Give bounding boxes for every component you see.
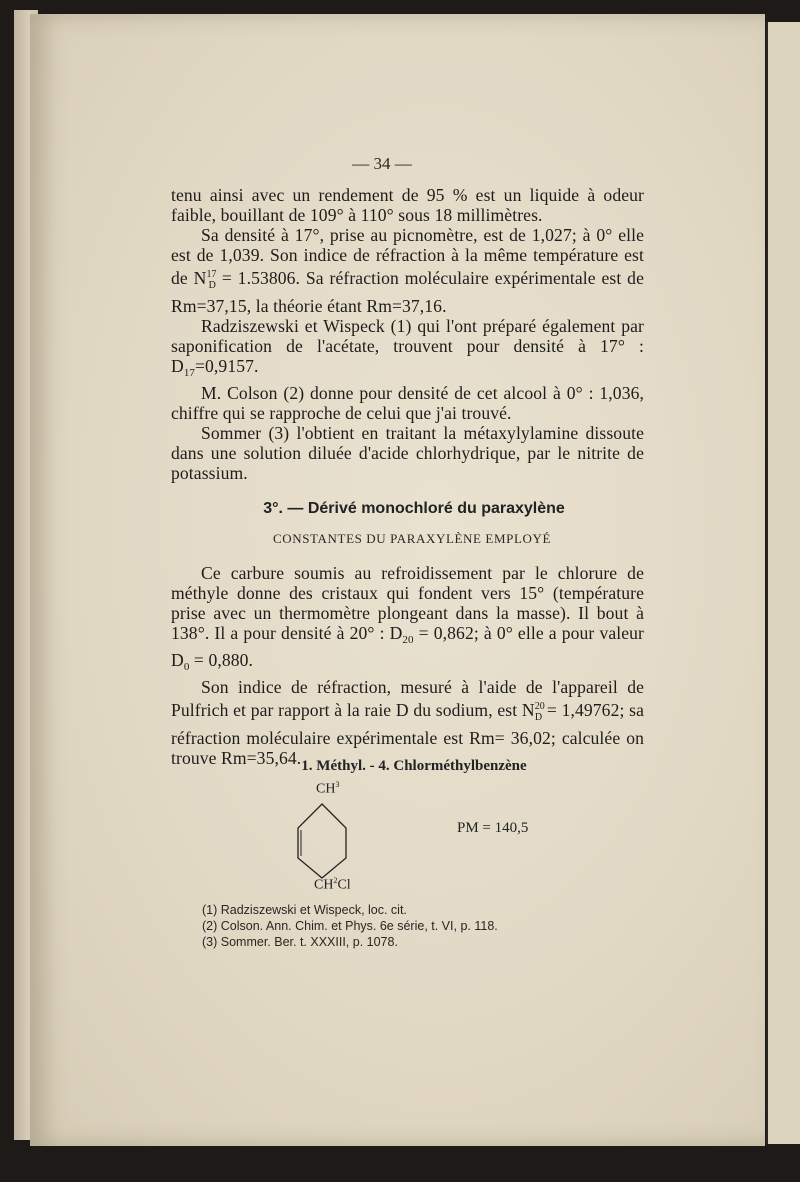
page-number: — 34 — bbox=[352, 154, 412, 173]
paragraph-3: Radziszewski et Wispeck (1) qui l'ont préparé également par saponification de l'acétate, trouvent pour densité à 17° : $D_{17}=0,9157$. bbox=[171, 315, 644, 379]
chloromethyl-group-label: $CH^2Cl$ bbox=[314, 876, 351, 893]
facing-page-edge bbox=[766, 22, 800, 1144]
index-superscript: 17 bbox=[206, 269, 217, 280]
paragraph-7: Son indice de réfraction, mesuré à l'aide de l'appareil de Pulfrich et par rapport à la raie D du sodium, est $N^{20}_D = 1,49762$; sa réfraction moléculaire expérimentale est Rm= 36,02; calculée on trouve Rm=35,64. bbox=[171, 677, 644, 768]
paragraph-5: Sommer (3) l'obtient en traitant la métaxylylamine dissoute dans une solution diluée d'acide chlorhydrique, par le nitrite de potassium. bbox=[171, 422, 644, 483]
index-subscript: D bbox=[208, 279, 216, 291]
methyl-group-label: $CH^3$ bbox=[316, 780, 340, 797]
paragraph-2: Sa densité à 17°, prise au picnomètre, est de 1,027; à 0° elle est de 1,039. Son indice de réfraction à la même température est de $N^{17}_D = 1.53806$. Sa réfraction moléculaire expérimentale est de Rm=37,15, la théorie étant Rm=37,16. bbox=[171, 225, 644, 316]
section-subheading: CONSTANTES DU PARAXYLÈNE EMPLOYÉ bbox=[272, 531, 552, 546]
structural-formula bbox=[282, 778, 372, 898]
body-text-bottom bbox=[171, 563, 644, 768]
paragraph-4: M. Colson (2) donne pour densité de cet alcool à 0° : 1,036, chiffre qui se rapproche de celui que j'ai trouvé. bbox=[171, 382, 644, 423]
section-title: 3°. — Dérivé monochloré du paraxylène bbox=[263, 500, 565, 517]
footnote-2: (2) Colson. Ann. Chim. et Phys. 6e série, t. VI, p. 118. bbox=[202, 919, 498, 933]
paragraph-1: tenu ainsi avec un rendement de 95 % est un liquide à odeur faible, bouillant de 109° à 110° sous 18 millimètres. bbox=[171, 185, 644, 225]
footnote-1: (1) Radziszewski et Wispeck, loc. cit. bbox=[202, 903, 407, 917]
paragraph-6: Ce carbure soumis au refroidissement par le chlorure de méthyle donne des cristaux qui fondent vers 15° (température prise avec un thermomètre plongeant dans la masse). Il bout à 138°. Il a pour densité à 20° : $D_{20} = 0,862$; à 0° elle a pour valeur $D_0 = 0,880$. bbox=[171, 563, 644, 673]
compound-title: 1. Méthyl. - 4. Chlorméthylbenzène bbox=[301, 758, 527, 774]
footnotes bbox=[202, 902, 602, 950]
footnote-3: (3) Sommer. Ber. t. XXXIII, p. 1078. bbox=[202, 935, 398, 949]
body-text-top bbox=[171, 185, 644, 483]
molar-mass: PM = 140,5 bbox=[457, 820, 529, 836]
